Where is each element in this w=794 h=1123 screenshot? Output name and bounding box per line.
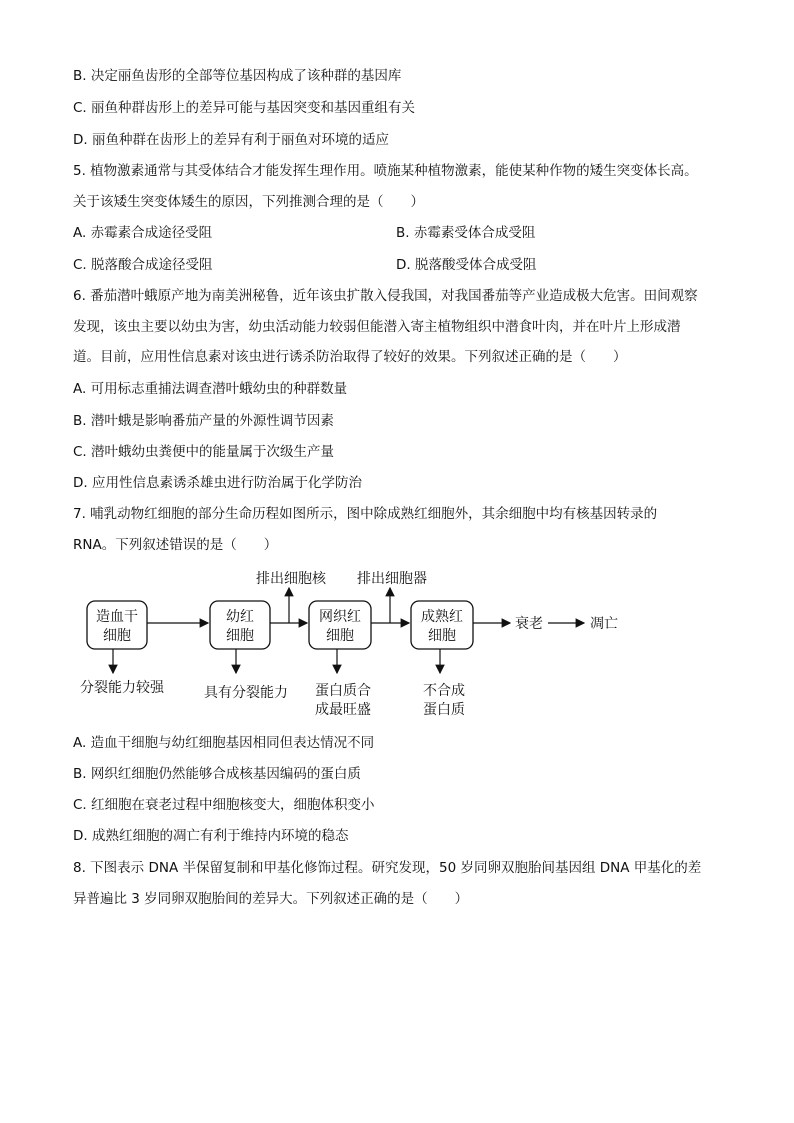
option-a-q5: A. 赤霉素合成途径受阻	[73, 225, 213, 241]
cell2-line2: 细胞	[226, 628, 254, 644]
cell3-line1: 网织红	[319, 609, 361, 625]
option-c-q4: C. 丽鱼种群齿形上的差异可能与基因突变和基因重组有关	[73, 100, 416, 116]
question-8-line2: 异普遍比 3 岁同卵双胞胎间的差异大。下列叙述正确的是（ ）	[73, 891, 469, 907]
label-no-protein-2: 蛋白质	[423, 702, 465, 718]
question-6-line1: 6. 番茄潜叶蛾原产地为南美洲秘鲁，近年该虫扩散入侵我国，对我国番茄等产业造成极大危害。田间观察	[73, 288, 698, 304]
option-d-q6: D. 应用性信息素诱杀雄虫进行防治属于化学防治	[73, 475, 362, 491]
question-7-line2: RNA。下列叙述错误的是（ ）	[73, 537, 278, 553]
question-6-line3: 道。目前，应用性信息素对该虫进行诱杀防治取得了较好的效果。下列叙述正确的是（ ）	[73, 349, 627, 365]
label-can-divide: 具有分裂能力	[204, 685, 288, 701]
question-5-line2: 关于该矮生突变体矮生的原因，下列推测合理的是（ ）	[73, 194, 424, 210]
label-protein-synthesis-2: 成最旺盛	[315, 702, 371, 718]
cell1-line1: 造血干	[96, 609, 138, 625]
option-c-q5: C. 脱落酸合成途径受阻	[73, 257, 213, 273]
cell1-line2: 细胞	[103, 628, 131, 644]
label-protein-synthesis-1: 蛋白质合	[315, 683, 371, 699]
option-a-q7: A. 造血干细胞与幼红细胞基因相同但表达情况不同	[73, 735, 375, 751]
option-b-q6: B. 潜叶蛾是影响番茄产量的外源性调节因素	[73, 413, 334, 429]
option-a-q6: A. 可用标志重捕法调查潜叶蛾幼虫的种群数量	[73, 381, 348, 397]
label-expel-organelles: 排出细胞器	[357, 571, 427, 587]
cell4-line2: 细胞	[428, 628, 456, 644]
question-7-line1: 7. 哺乳动物红细胞的部分生命历程如图所示，图中除成熟红细胞外，其余细胞中均有核基因转录的	[73, 506, 658, 522]
option-d-q7: D. 成熟红细胞的凋亡有利于维持内环境的稳态	[73, 828, 349, 844]
cell2-line1: 幼红	[226, 609, 254, 625]
option-b-q4: B. 决定丽鱼齿形的全部等位基因构成了该种群的基因库	[73, 68, 402, 84]
cell3-line2: 细胞	[326, 628, 354, 644]
option-d-q4: D. 丽鱼种群在齿形上的差异有利于丽鱼对环境的适应	[73, 132, 389, 148]
option-c-q6: C. 潜叶蛾幼虫粪便中的能量属于次级生产量	[73, 444, 335, 460]
option-c-q7: C. 红细胞在衰老过程中细胞核变大，细胞体积变小	[73, 797, 375, 813]
label-no-protein-1: 不合成	[423, 683, 465, 699]
label-senescence: 衰老	[515, 616, 543, 632]
label-strong-division: 分裂能力较强	[80, 680, 164, 696]
option-d-q5: D. 脱落酸受体合成受阻	[396, 257, 537, 273]
question-8-line1: 8. 下图表示 DNA 半保留复制和甲基化修饰过程。研究发现，50 岁同卵双胞胎间基因组 DNA 甲基化的差	[73, 860, 702, 876]
option-b-q7: B. 网织红细胞仍然能够合成核基因编码的蛋白质	[73, 766, 361, 782]
cell4-line1: 成熟红	[421, 609, 463, 625]
label-apoptosis: 凋亡	[590, 616, 618, 632]
option-b-q5: B. 赤霉素受体合成受阻	[396, 225, 536, 241]
red-blood-cell-lifecycle-diagram	[70, 565, 650, 725]
label-expel-nucleus: 排出细胞核	[256, 571, 326, 587]
question-5-line1: 5. 植物激素通常与其受体结合才能发挥生理作用。喷施某种植物激素，能使某种作物的矮生突变体长高。	[73, 163, 698, 179]
question-6-line2: 发现，该虫主要以幼虫为害，幼虫活动能力较弱但能潜入寄主植物组织中潜食叶肉，并在叶片上形成潜	[73, 319, 681, 335]
